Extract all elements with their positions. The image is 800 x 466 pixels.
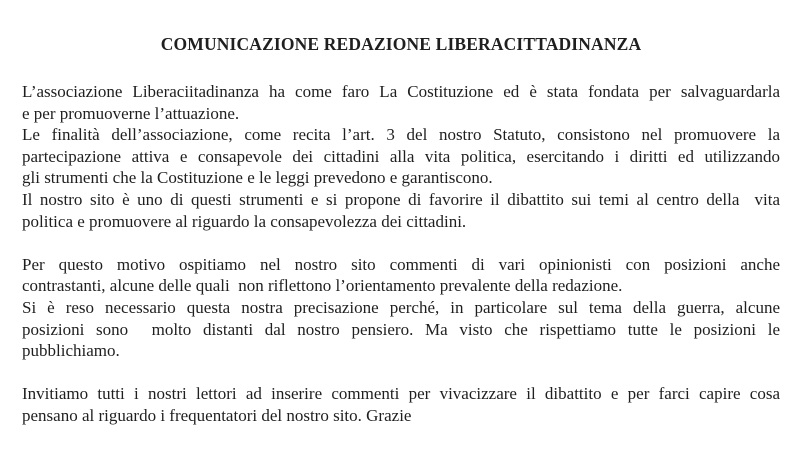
text-line: Invitiamo tutti i nostri lettori ad inserire commenti per vivacizzare il dibattito e per farci capire cosa — [22, 384, 780, 404]
blank-line — [22, 232, 780, 254]
paragraph — [22, 124, 780, 189]
text-line: Si è reso necessario questa nostra precisazione perché, in particolare sul tema della guerra, alcune — [22, 297, 780, 317]
text-line: partecipazione attiva e consapevole dei cittadini alla vita politica, esercitando i diritti ed utilizzando — [22, 146, 780, 166]
text-line: Per questo motivo ospitiamo nel nostro sito commenti di vari opinionisti con posizioni anche — [22, 254, 780, 274]
text-line: e per promuoverne l’attuazione. — [22, 103, 240, 123]
paragraph — [22, 297, 780, 362]
text-line: posizioni sono molto distanti dal nostro pensiero. Ma visto che rispettiamo tutte le posizioni le — [22, 319, 780, 339]
text-line: contrastanti, alcune delle quali non riflettono l’orientamento prevalente della redazione. — [22, 276, 623, 296]
paragraph — [22, 383, 780, 426]
text-line: pubblichiamo. — [22, 341, 120, 361]
paragraph — [22, 81, 780, 124]
text-line: pensano al riguardo i frequentatori del nostro sito. Grazie — [22, 405, 412, 425]
text-line: gli strumenti che la Costituzione e le leggi prevedono e garantiscono. — [22, 168, 493, 188]
paragraph — [22, 189, 780, 232]
document-body — [22, 81, 780, 427]
paragraph — [22, 254, 780, 297]
text-line: Le finalità dell’associazione, come recita l’art. 3 del nostro Statuto, consistono nel promuovere la — [22, 125, 780, 145]
blank-line — [22, 362, 780, 384]
text-line: politica e promuovere al riguardo la consapevolezza dei cittadini. — [22, 211, 467, 231]
document-title: COMUNICAZIONE REDAZIONE LIBERACITTADINANZA — [160, 34, 642, 54]
text-line: Il nostro sito è uno di questi strumenti e si propone di favorire il dibattito sui temi al centro della vita — [22, 189, 780, 209]
text-line: L’associazione Liberaciitadinanza ha come faro La Costituzione ed è stata fondata per salvaguardarla — [22, 82, 780, 101]
